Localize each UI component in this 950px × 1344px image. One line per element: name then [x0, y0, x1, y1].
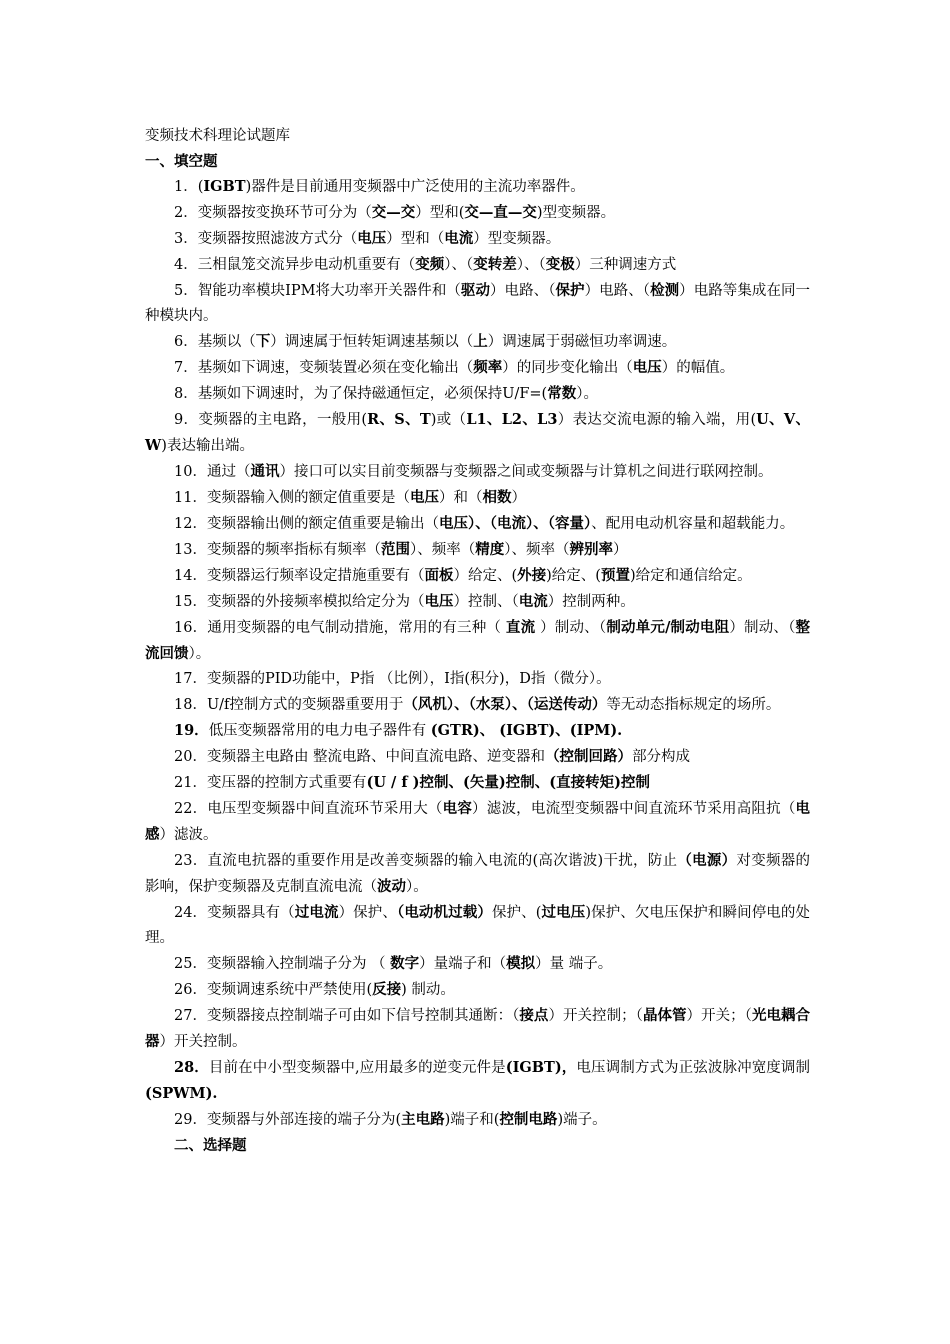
- question-text: 3．变频器按照滤波方式分（: [174, 231, 358, 247]
- question-item: [145, 381, 810, 407]
- question-text: 6．基频以（: [174, 334, 256, 350]
- answer-text: 19．: [174, 722, 209, 739]
- question-item: [145, 718, 810, 744]
- question-text: )端子。: [557, 1112, 607, 1128]
- question-text: )端子和(: [444, 1112, 500, 1128]
- question-item: [145, 900, 810, 951]
- answer-text: （电源）: [677, 852, 737, 869]
- answer-text: 精度: [475, 541, 505, 558]
- answer-text: 过电流: [294, 904, 339, 921]
- document-title: 变频技术科理论试题库: [145, 128, 290, 144]
- question-text: ）、（: [444, 257, 474, 273]
- answer-text: 范围: [380, 541, 410, 558]
- question-text: 24．变频器具有（: [174, 905, 295, 921]
- answer-text: 电压: [632, 359, 662, 376]
- answer-text: 辨别率: [569, 541, 613, 558]
- answer-text: 驱动: [460, 282, 491, 299]
- answer-text: (U / f )控制、(矢量)控制、(直接转矩)控制: [366, 774, 650, 791]
- answer-text: 常数: [547, 385, 577, 402]
- question-text: 9．变频器的主电路，一般用(: [174, 412, 368, 428]
- question-text: ）控制两种。: [547, 594, 635, 610]
- answer-text: (GTR)、 (IGBT)、(IPM).: [430, 722, 623, 739]
- question-item: [145, 563, 810, 589]
- answer-text: 主电路: [401, 1111, 445, 1128]
- question-text: )型变频器。: [536, 205, 616, 221]
- question-text: ）的幅值。: [661, 360, 735, 376]
- answer-text: 变极: [545, 256, 575, 273]
- answer-text: （风机）、（水泵）、（运送传动）: [403, 696, 607, 713]
- question-text: ）控制、（: [453, 594, 519, 610]
- question-item: [145, 226, 810, 252]
- answer-text: 电压）、（电流）、（容量）: [438, 515, 592, 532]
- question-text: ）型和（: [386, 231, 445, 247]
- answer-text: 模拟: [506, 955, 536, 972]
- question-text: 22．电压型变频器中间直流环节采用大（: [174, 801, 443, 817]
- question-text: ）: [612, 542, 628, 558]
- question-text: ）表达交流电源的输入端，用(: [557, 412, 757, 428]
- question-text: )给定、(: [546, 568, 601, 584]
- answer-text: 频率: [473, 359, 503, 376]
- question-item: [145, 615, 810, 667]
- question-text: ）制动、（: [535, 620, 607, 636]
- answer-text: U、V、W: [145, 411, 811, 454]
- question-item: [145, 977, 810, 1003]
- question-text: ）制动、（: [729, 620, 796, 636]
- question-text: 部分构成: [632, 749, 691, 765]
- section-heading-multiple-choice: 二、选择题: [174, 1137, 247, 1154]
- answer-text: 电容: [442, 800, 473, 817]
- question-text: 7．基频如下调速，变频装置必须在变化输出（: [174, 360, 474, 376]
- answer-text: L1、L2、L3: [466, 411, 558, 428]
- answer-text: (IGBT)，: [505, 1059, 577, 1076]
- question-text: 13．变频器的频率指标有频率（: [174, 542, 381, 558]
- question-text: ）调速属于弱磁恒功率调速。: [487, 334, 677, 350]
- question-text: ）电路、（: [584, 283, 651, 299]
- question-text: )保护、欠电压保护和瞬间停电的处理。: [145, 905, 811, 946]
- question-text: ）滤波。: [159, 827, 218, 843]
- question-item: [145, 252, 810, 278]
- answer-text: 电流: [518, 593, 548, 610]
- answer-text: 反接: [372, 981, 402, 998]
- answer-text: 接点: [519, 1007, 549, 1024]
- question-item: [145, 1107, 810, 1133]
- answer-text: 晶体管: [642, 1007, 687, 1024]
- answer-text: R、S、T: [367, 411, 431, 428]
- question-text: )表达输出端。: [161, 438, 254, 454]
- question-text: 10．通过（: [174, 464, 251, 480]
- answer-text: （控制回路）: [545, 748, 633, 765]
- question-text: )给定和通信给定。: [629, 568, 752, 584]
- question-text: ）: [511, 490, 526, 506]
- question-text: 4．三相鼠笼交流异步电动机重要有（: [174, 257, 416, 273]
- question-item: [145, 511, 810, 537]
- question-item: [145, 485, 810, 511]
- question-text: ）电路、（: [490, 283, 556, 299]
- question-item: [145, 329, 810, 355]
- question-list: [145, 174, 810, 1133]
- question-text: 对变频器的影响，保护变频器及克制直流电流（: [145, 853, 811, 895]
- question-text: ）量 端子。: [535, 956, 613, 972]
- question-item: [145, 667, 810, 692]
- question-text: 14．变频器运行频率设定措施重要有（: [174, 568, 425, 584]
- question-text: )或（: [430, 412, 467, 428]
- question-item: [145, 589, 810, 615]
- question-text: ）三种调速方式: [574, 257, 677, 273]
- answer-text: 外接: [517, 567, 547, 584]
- answer-text: （电动机过载）: [396, 904, 492, 921]
- answer-text: 电感: [145, 800, 811, 843]
- answer-text: 波动: [377, 878, 406, 895]
- answer-text: 预置: [600, 567, 630, 584]
- answer-text: 28．: [174, 1059, 209, 1076]
- question-text: ）。: [188, 646, 211, 662]
- question-text: ）型和(: [415, 205, 465, 221]
- question-item: [145, 951, 810, 977]
- question-text: ）电路等集成在同一种模块内。: [145, 283, 811, 324]
- answer-text: 电压: [357, 230, 387, 247]
- answer-text: 数字: [390, 955, 420, 972]
- answer-text: 变频: [415, 256, 445, 273]
- question-text: 11．变频器输入侧的额定值重要是（: [174, 490, 410, 506]
- question-text: 27．变频器接点控制端子可由如下信号控制其通断：（: [174, 1008, 520, 1024]
- document-page: [145, 124, 810, 1158]
- answer-text: 面板: [424, 567, 454, 584]
- answer-text: 制动单元/制动电阻: [606, 619, 730, 636]
- question-item: [145, 1003, 810, 1055]
- question-item: [145, 796, 810, 848]
- question-text: ）接口可以实目前变频器与变频器之间或变频器与计算机之间进行联网控制。: [279, 464, 773, 480]
- question-text: ）调速属于恒转矩调速基频以（: [270, 334, 474, 350]
- answer-text: 直流: [505, 619, 536, 636]
- question-text: ) 制动。: [401, 982, 455, 998]
- answer-text: 交—交: [371, 204, 416, 221]
- question-text: ）给定、(: [453, 568, 518, 584]
- question-item: [145, 355, 810, 381]
- answer-text: 整流回馈: [145, 619, 811, 662]
- question-text: 目前在中小型变频器中,应用最多的逆变元件是: [208, 1060, 506, 1076]
- question-text: 2．变频器按变换环节可分为（: [174, 205, 372, 221]
- answer-text: (SPWM).: [145, 1085, 218, 1102]
- answer-text: 下: [255, 333, 271, 350]
- question-item: [145, 537, 810, 563]
- question-text: ）。: [406, 879, 428, 895]
- question-text: 5．智能功率模块IPM将大功率开关器件和（: [174, 283, 461, 299]
- question-text: 17．变频器的PID功能中，P指 （比例），I指(积分)，D指（微分）。: [174, 671, 611, 687]
- answer-text: 光电耦合器: [145, 1007, 811, 1050]
- question-text: ）、（: [516, 257, 546, 273]
- question-text: ）开关控制。: [159, 1034, 247, 1050]
- question-item: [145, 407, 810, 459]
- question-text: ）、频率（: [504, 542, 570, 558]
- question-text: ）量端子和（: [419, 956, 507, 972]
- question-text: ）、频率（: [409, 542, 476, 558]
- answer-text: 电压: [424, 593, 454, 610]
- question-item: [145, 848, 810, 900]
- question-text: 25．变频器输入控制端子分为 （: [174, 956, 391, 972]
- question-text: 16．通用变频器的电气制动措施，常用的有三种（: [174, 620, 506, 636]
- question-text: 18．U/f控制方式的变频器重要用于: [174, 697, 404, 713]
- question-text: 电压调制方式为正弦波脉冲宽度调制: [576, 1060, 811, 1076]
- answer-text: 保护: [555, 282, 585, 299]
- answer-text: 相数: [482, 489, 512, 506]
- question-item: [145, 278, 810, 329]
- question-text: 12．变频器输出侧的额定值重要是输出（: [174, 516, 439, 532]
- question-text: 低压变频器常用的电力电子器件有: [208, 723, 431, 739]
- answer-text: IGBT: [203, 178, 246, 195]
- question-item: [145, 744, 810, 770]
- question-item: [145, 459, 810, 485]
- question-text: ）。: [576, 386, 598, 402]
- question-text: 21．变压器的控制方式重要有: [174, 775, 367, 791]
- question-text: ）滤波，电流型变频器中间直流环节采用高阻抗（: [472, 801, 796, 817]
- question-text: 8．基频如下调速时，为了保持磁通恒定，必须保持U/F=(: [174, 386, 548, 402]
- question-text: 26．变频调速系统中严禁使用(: [174, 982, 373, 998]
- answer-text: 变转差: [473, 256, 517, 273]
- question-text: 29．变频器与外部连接的端子分为(: [174, 1112, 402, 1128]
- question-text: ）开关控制；（: [548, 1008, 643, 1024]
- question-text: ）和（: [438, 490, 483, 506]
- question-text: ）保护、: [338, 905, 397, 921]
- question-text: 20．变频器主电路由 整流电路、中间直流电路、逆变器和: [174, 749, 546, 765]
- question-text: ）的同步变化输出（: [502, 360, 633, 376]
- answer-text: 通讯: [250, 463, 280, 480]
- answer-text: 电流: [444, 230, 474, 247]
- answer-text: 控制电路: [499, 1111, 558, 1128]
- question-text: ）开关；（: [686, 1008, 752, 1024]
- answer-text: 上: [473, 333, 488, 350]
- question-item: [145, 174, 810, 200]
- question-text: 等无动态指标规定的场所。: [606, 697, 781, 713]
- question-text: 23．直流电抗器的重要作用是改善变频器的输入电流的(高次谐波)干扰，防止: [174, 853, 678, 869]
- question-text: 、配用电动机容量和超载能力。: [591, 516, 795, 532]
- answer-text: 电压: [409, 489, 439, 506]
- answer-text: 检测: [650, 282, 680, 299]
- question-text: 15．变频器的外接频率模拟给定分为（: [174, 594, 425, 610]
- question-item: [145, 770, 810, 796]
- question-text: )器件是目前通用变频器中广泛使用的主流功率器件。: [245, 179, 585, 195]
- answer-text: 过电压: [541, 904, 586, 921]
- section-heading-fill-in-blank: 一、填空题: [145, 153, 218, 170]
- question-item: [145, 692, 810, 718]
- question-item: [145, 1055, 810, 1107]
- question-text: ）型变频器。: [473, 231, 561, 247]
- question-text: 保护、(: [491, 905, 542, 921]
- question-item: [145, 200, 810, 226]
- question-text: 1．(: [174, 179, 204, 195]
- answer-text: 交—直—交: [464, 204, 537, 221]
